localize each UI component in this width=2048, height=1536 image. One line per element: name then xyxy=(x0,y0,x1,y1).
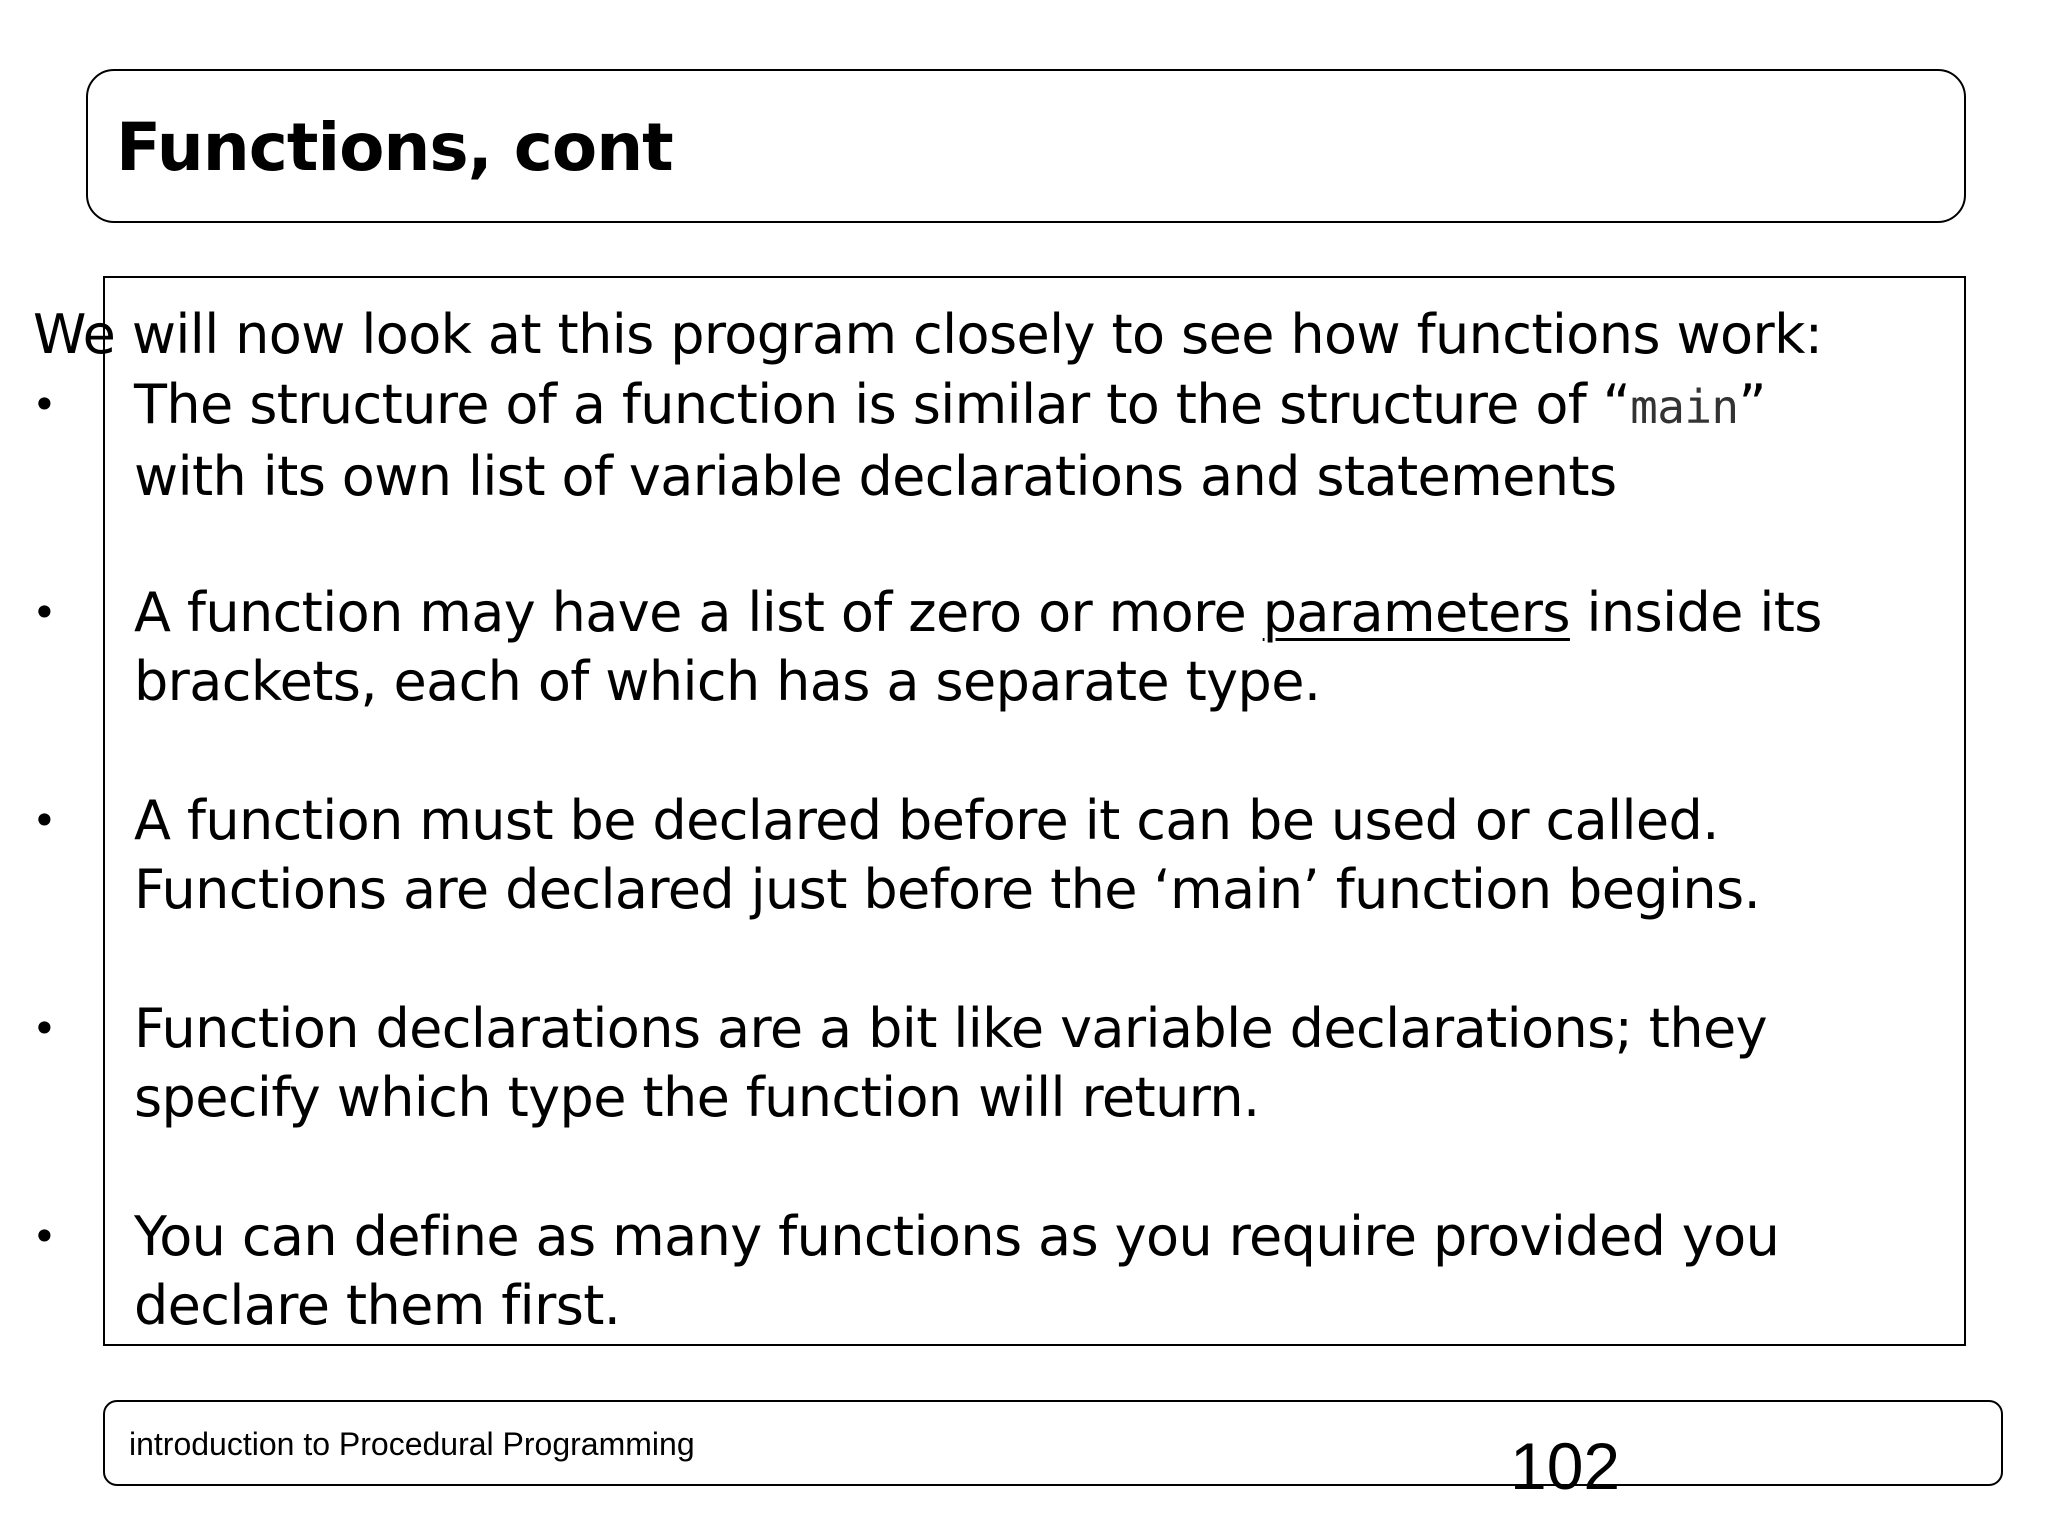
bullet-item-declaration-order xyxy=(0,786,2048,924)
bullet-line: with its own list of variable declarations and statements xyxy=(134,445,1617,508)
intro-text: We will now look at this program closely to see how functions work: xyxy=(33,303,1823,366)
bullet-line: declare them first. xyxy=(134,1274,621,1337)
bullet-item-parameters xyxy=(0,578,2048,716)
bullet-text xyxy=(134,786,1934,924)
bullet-line: You can define as many functions as you require provided you xyxy=(134,1205,1780,1268)
bullet-item-return-type xyxy=(0,994,2048,1132)
bullet-line: A function must be declared before it can be used or called. xyxy=(134,789,1719,852)
bullet-line xyxy=(134,578,1934,647)
bullet-text-part: The structure of a function is similar to the structure of “ xyxy=(134,373,1631,436)
bullet-text xyxy=(134,370,1934,511)
bullet-text xyxy=(134,1202,1934,1340)
bullet-line: Functions are declared just before the ‘main’ function begins. xyxy=(134,858,1761,921)
bullet-text xyxy=(134,578,1934,716)
underlined-term-parameters: parameters xyxy=(1262,581,1570,644)
bullet-dot: • xyxy=(32,796,57,845)
title-box xyxy=(86,69,1966,223)
bullet-list xyxy=(0,370,2048,1410)
bullet-dot: • xyxy=(32,380,57,429)
bullet-line: Function declarations are a bit like variable declarations; they xyxy=(134,997,1767,1060)
bullet-item-structure xyxy=(0,370,2048,508)
slide-title: Functions, cont xyxy=(116,109,673,186)
bullet-item-many-functions xyxy=(0,1202,2048,1340)
footer-box xyxy=(103,1400,2003,1486)
bullet-line xyxy=(134,370,1934,442)
bullet-text xyxy=(134,994,1934,1132)
bullet-dot: • xyxy=(32,1212,57,1261)
bullet-text-part: inside its xyxy=(1569,581,1822,644)
bullet-text-part: ” xyxy=(1738,373,1766,436)
bullet-dot: • xyxy=(32,1004,57,1053)
bullet-text-part: A function may have a list of zero or more xyxy=(134,581,1263,644)
footer-course-title: introduction to Procedural Programming xyxy=(129,1426,695,1462)
code-keyword-main: main xyxy=(1630,380,1739,434)
bullet-dot: • xyxy=(32,588,57,637)
bullet-line: brackets, each of which has a separate type. xyxy=(134,650,1321,713)
page-number: 102 xyxy=(1510,1429,1621,1503)
bullet-line: specify which type the function will return. xyxy=(134,1066,1260,1129)
